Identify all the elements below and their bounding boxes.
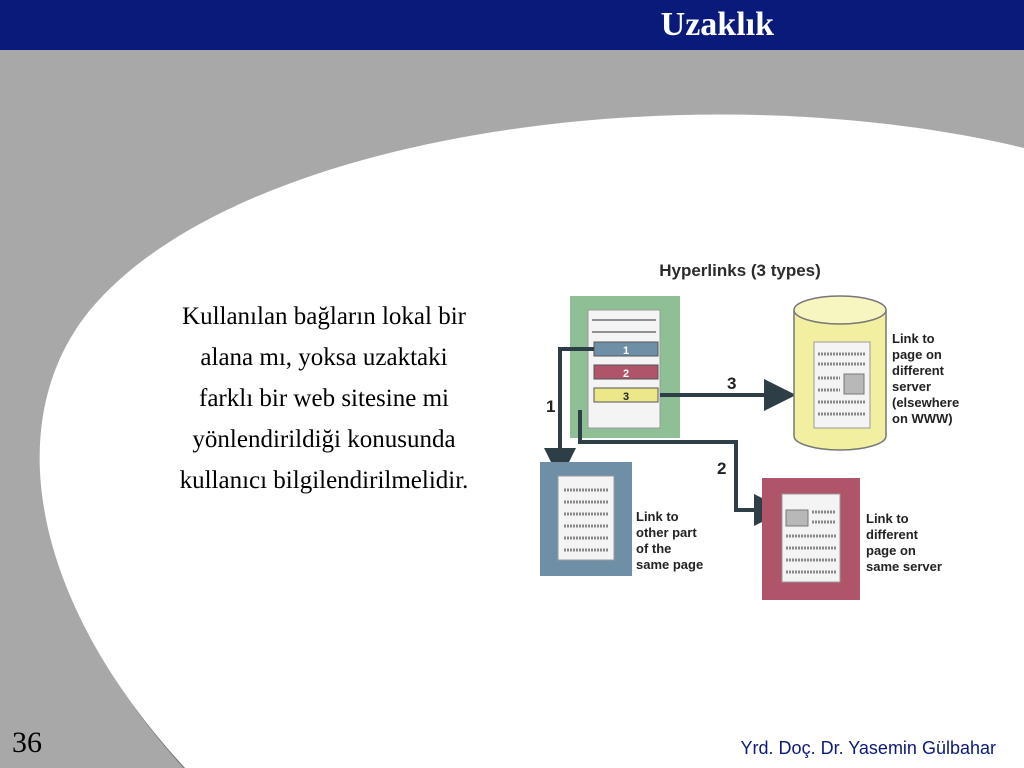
same-server-label: Link to different page on same server <box>866 511 942 574</box>
link-3-number: 3 <box>727 374 737 393</box>
slide-number: 36 <box>12 726 42 759</box>
title-bar <box>0 0 1024 50</box>
different-server-label: Link to page on different server (elsewhere on WWW) <box>892 331 960 426</box>
link-2-number: 2 <box>717 459 727 478</box>
link-2-bar-label: 2 <box>622 368 630 380</box>
link-3-bar-label: 3 <box>622 391 630 403</box>
hyperlinks-diagram <box>520 250 990 610</box>
author-footer: Yrd. Doç. Dr. Yasemin Gülbahar <box>740 738 996 758</box>
link-1-bar-label: 1 <box>622 345 630 357</box>
same-server-document <box>782 494 840 582</box>
diagram-title: Hyperlinks (3 types) <box>659 261 821 280</box>
slide-title: Uzaklık <box>660 6 774 43</box>
link-1-number: 1 <box>546 397 556 416</box>
slide-body-text: Kullanılan bağların lokal bir alana mı, yoksa uzaktaki farklı bir web sitesine mi yönlendirildiği konusunda kullanıcı bilgilendirilmelidir. <box>179 303 469 494</box>
same-page-label: Link to other part of the same page <box>636 509 704 572</box>
